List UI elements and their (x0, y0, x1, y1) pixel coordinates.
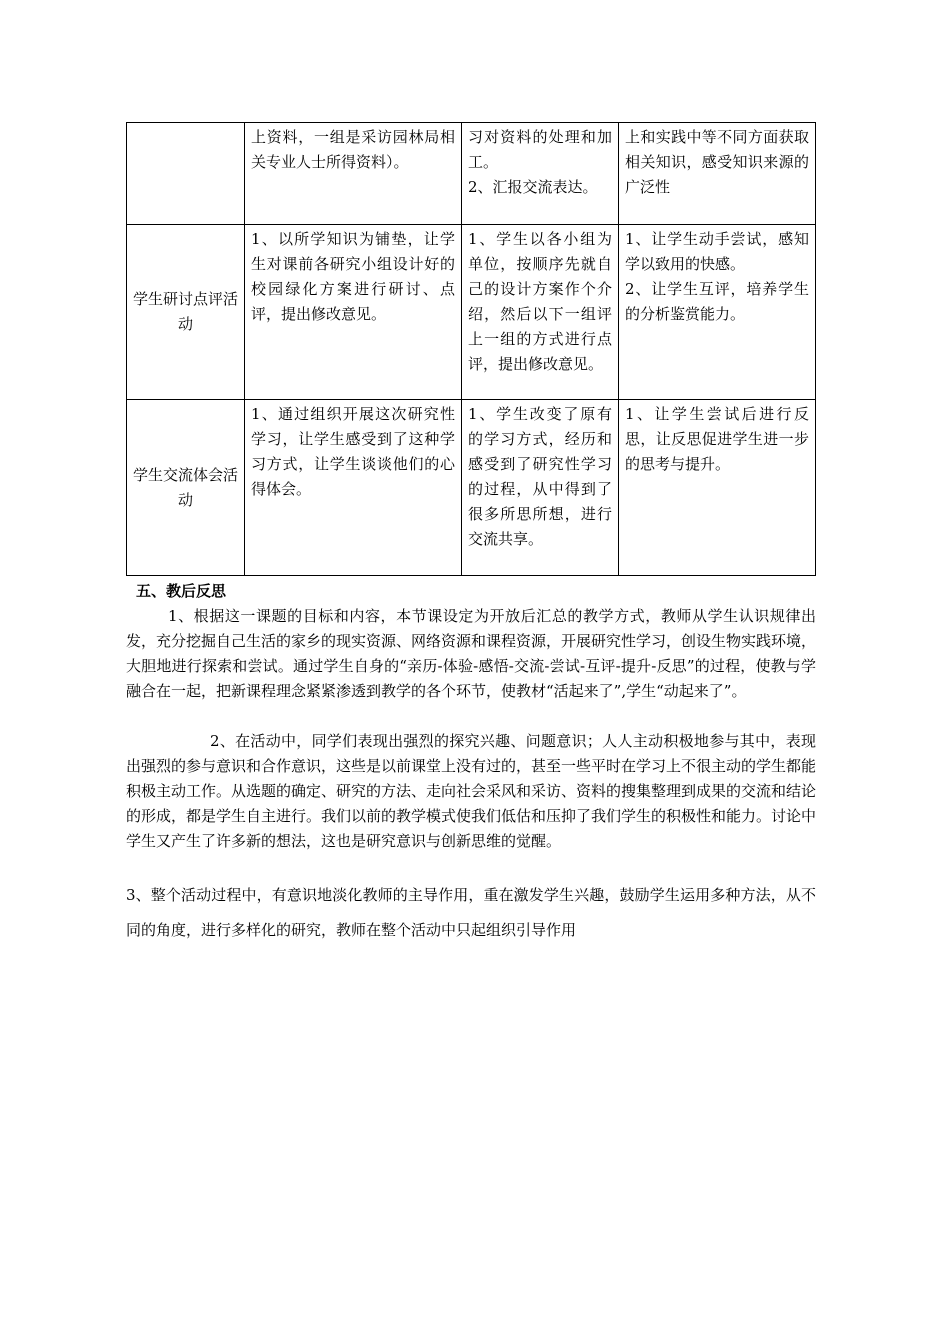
reflection-paragraph-3: 3、整个活动过程中，有意识地淡化教师的主导作用，重在激发学生兴趣，鼓励学生运用多种方法，从不同的角度，进行多样化的研究，教师在整个活动中只起组织引导作用 (126, 886, 816, 939)
cell-line: 上和实践中等不同方面获取相关知识，感受知识来源的广泛性 (625, 128, 809, 196)
student-activity-cell (462, 400, 619, 576)
table-row (127, 400, 816, 576)
table-row (127, 123, 816, 225)
cell-line: 习对资料的处理和加工。 (468, 128, 612, 171)
design-intent-cell (619, 123, 816, 225)
reflection-paragraph-2: 2、在活动中，同学们表现出强烈的探究兴趣、问题意识；人人主动积极地参与其中，表现出强烈的参与意识和合作意识，这些是以前课堂上没有过的，甚至一些平时在学习上不很主动的学生都能积极主动工作。从选题的确定、研究的方法、走向社会采风和采访、资料的搜集整理到成果的交流和结论的形成，都是学生自主进行。我们以前的教学模式使我们低估和压抑了我们学生的积极性和能力。讨论中学生又产生了许多新的想法，这也是研究意识与创新思维的觉醒。 (126, 732, 817, 850)
table-row (127, 225, 816, 400)
design-intent-cell (619, 400, 816, 576)
row-label-cell (127, 123, 245, 225)
cell-line: 2、让学生互评，培养学生的分析鉴赏能力。 (625, 280, 809, 323)
cell-line: 1、学生以各小组为单位，按顺序先就自己的设计方案作个介绍，然后以下一组评上一组的方式进行点评，提出修改意见。 (468, 230, 612, 373)
row-label-cell: 学生研讨点评活动 (127, 225, 245, 400)
teacher-activity-cell: 1、以所学知识为铺垫，让学生对课前各研究小组设计好的校园绿化方案进行研讨、点评，提出修改意见。 (245, 225, 462, 400)
teacher-activity-cell: 1、通过组织开展这次研究性学习，让学生感受到了这种学习方式，让学生谈谈他们的心得体会。 (245, 400, 462, 576)
section-heading: 五、教后反思 (136, 582, 227, 600)
teacher-activity-cell: 上资料，一组是采访园林局相关专业人士所得资料）。 (245, 123, 462, 225)
reflection-paragraph-1: 1、根据这一课题的目标和内容，本节课设定为开放后汇总的教学方式，教师从学生认识规律出发，充分挖掘自己生活的家乡的现实资源、网络资源和课程资源，开展研究性学习，创设生物实践环境，大胆地进行探索和尝试。通过学生自身的“亲历-体验-感悟-交流-尝试-互评-提升-反思”的过程，使教与学融合在一起，把新课程理念紧紧渗透到教学的各个环节，使教材“活起来了”,学生“动起来了”。 (126, 607, 817, 700)
lesson-plan-table (126, 122, 816, 576)
cell-line: 2、汇报交流表达。 (468, 178, 598, 196)
student-activity-cell (462, 123, 619, 225)
cell-line: 1、让学生动手尝试，感知学以致用的快感。 (625, 230, 809, 273)
student-activity-cell (462, 225, 619, 400)
cell-line: 1、学生改变了原有的学习方式，经历和感受到了研究性学习的过程，从中得到了很多所思所想，进行交流共享。 (468, 405, 612, 548)
cell-line: 1、让学生尝试后进行反思，让反思促进学生进一步的思考与提升。 (625, 405, 809, 473)
row-label-cell: 学生交流体会活动 (127, 400, 245, 576)
design-intent-cell (619, 225, 816, 400)
